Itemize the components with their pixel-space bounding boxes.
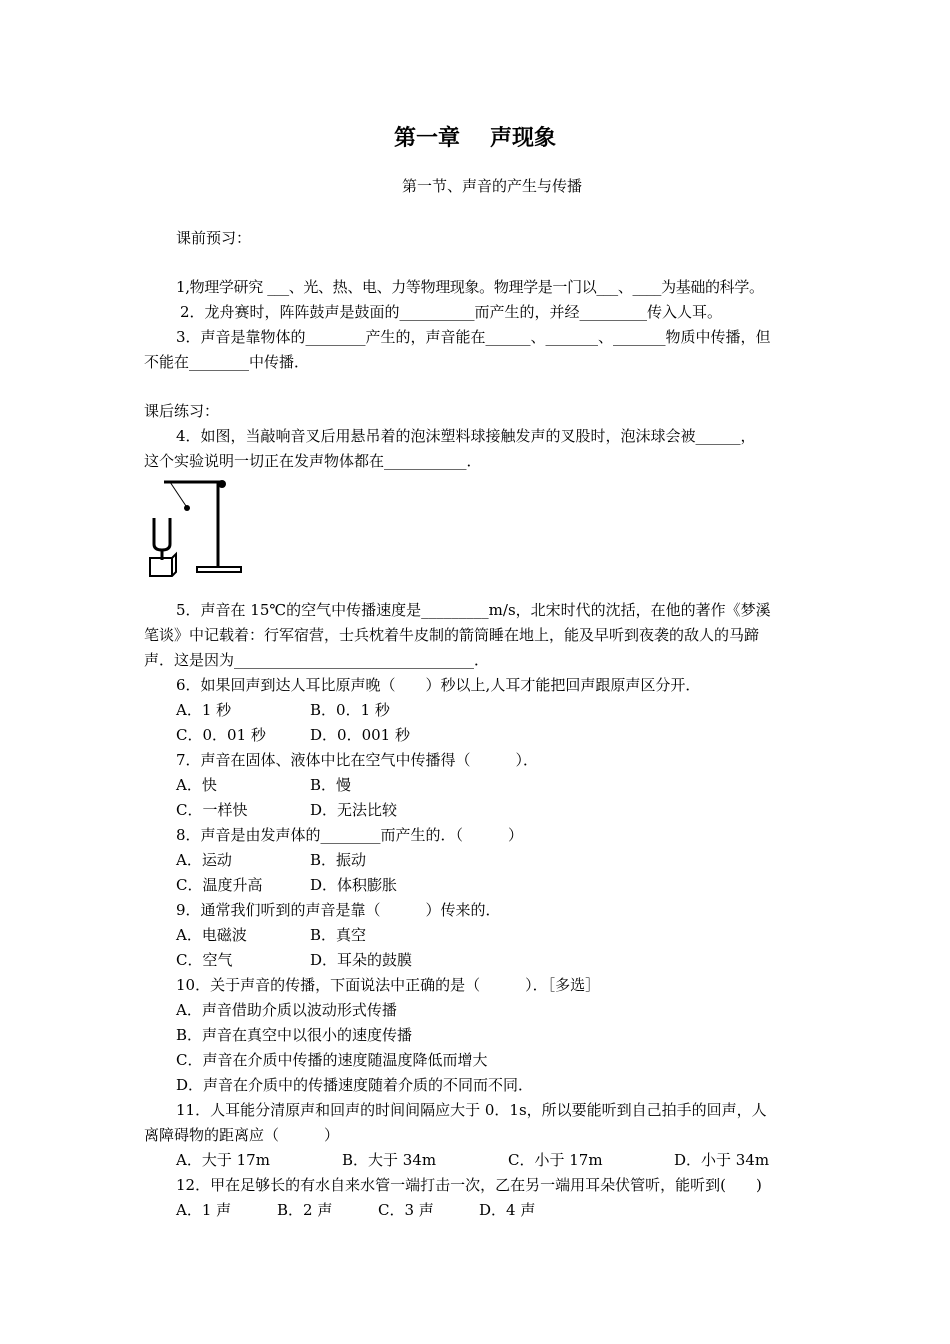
option-d: D．无法比较 xyxy=(310,801,398,819)
question-10-option-a: A．声音借助介质以波动形式传播 xyxy=(176,1001,397,1019)
question-7-options-row-1 xyxy=(176,775,351,795)
question-7-options-row-2 xyxy=(176,800,397,820)
question-12: 12．甲在足够长的有水自来水管一端打击一次，乙在另一端用耳朵伏管听，能听到( ) xyxy=(176,1176,762,1194)
question-5-line-3: 声．这是因为________________________________． xyxy=(144,651,490,669)
question-9-options-row-1 xyxy=(176,925,366,945)
option-c: C．小于 17m xyxy=(508,1151,603,1169)
question-6-options-row-2 xyxy=(176,725,410,745)
option-a: A．1 声 xyxy=(176,1201,232,1219)
question-8: 8．声音是由发声体的________而产生的．（ ） xyxy=(176,826,524,844)
option-c: C．温度升高 xyxy=(176,876,263,894)
option-d: D．小于 34m xyxy=(674,1151,770,1169)
foam-ball xyxy=(184,505,190,511)
option-b: B．2 声 xyxy=(277,1201,333,1219)
question-12-options xyxy=(176,1200,535,1220)
question-11-line-1: 11．人耳能分清原声和回声的时间间隔应大于 0．1s，所以要能听到自己拍手的回声，人 xyxy=(176,1101,767,1119)
question-10-option-c: C．声音在介质中传播的速度随温度降低而增大 xyxy=(176,1051,488,1069)
option-d: D．耳朵的鼓膜 xyxy=(310,951,413,969)
question-7: 7．声音在固体、液体中比在空气中传播得（ ）． xyxy=(176,751,539,769)
tuning-fork xyxy=(154,518,170,550)
question-5-line-1: 5．声音在 15℃的空气中传播速度是_________m/s，北宋时代的沈括，在他的著作《梦溪 xyxy=(176,601,771,619)
option-a: A．电磁波 xyxy=(176,926,247,944)
option-d: D．0．001 秒 xyxy=(310,726,410,744)
question-4-line-1: 4．如图，当敲响音叉后用悬吊着的泡沫塑料球接触发声的叉股时，泡沫球会被______， xyxy=(176,427,756,445)
option-b: B．0．1 秒 xyxy=(310,701,390,719)
question-11-line-2: 离障碍物的距离应（ ） xyxy=(144,1126,340,1144)
stand-base xyxy=(197,567,241,572)
resonance-box xyxy=(150,554,176,576)
section-title: 第一节、声音的产生与传播 xyxy=(401,177,582,195)
question-9-options-row-2 xyxy=(176,950,412,970)
option-b: B．振动 xyxy=(310,851,367,869)
clamp-knob xyxy=(218,480,226,488)
question-4-line-2: 这个实验说明一切正在发声物体都在___________． xyxy=(144,452,482,470)
string xyxy=(170,482,186,506)
question-11-options xyxy=(176,1150,769,1170)
question-6-options-row-1 xyxy=(176,700,390,720)
chapter-title xyxy=(0,124,950,152)
option-a: A．1 秒 xyxy=(176,701,232,719)
post-class-heading: 课后练习： xyxy=(144,402,220,420)
option-b: B．大于 34m xyxy=(342,1151,437,1169)
question-1: 1,物理学研究 ___、光、热、电、力等物理现象。物理学是一门以___、____为基础的科学。 xyxy=(176,278,764,296)
question-2: 2．龙舟赛时，阵阵鼓声是鼓面的__________而产生的，并经_________传入人耳。 xyxy=(180,303,723,321)
chapter-number: 第一章 xyxy=(393,125,460,151)
tuning-fork-figure xyxy=(140,474,250,580)
question-5-line-2: 笔谈》中记载着：行军宿营，士兵枕着牛皮制的箭筒睡在地上，能及早听到夜袭的敌人的马蹄 xyxy=(144,626,760,644)
chapter-name: 声现象 xyxy=(490,125,557,151)
question-6: 6．如果回声到达人耳比原声晚（ ）秒以上,人耳才能把回声跟原声区分开． xyxy=(176,676,701,694)
option-c: C．空气 xyxy=(176,951,233,969)
option-c: C．0．01 秒 xyxy=(176,726,266,744)
option-a: A．快 xyxy=(176,776,217,794)
question-10: 10．关于声音的传播，下面说法中正确的是（ ）．［多选］ xyxy=(176,976,601,994)
option-b: B．慢 xyxy=(310,776,352,794)
option-d: D．4 声 xyxy=(479,1201,536,1219)
question-8-options-row-2 xyxy=(176,875,397,895)
question-10-option-b: B．声音在真空中以很小的速度传播 xyxy=(176,1026,413,1044)
option-a: A．运动 xyxy=(176,851,232,869)
question-8-options-row-1 xyxy=(176,850,366,870)
option-d: D．体积膨胀 xyxy=(310,876,398,894)
option-b: B．真空 xyxy=(310,926,367,944)
question-10-option-d: D．声音在介质中的传播速度随着介质的不同而不同． xyxy=(176,1076,534,1094)
pre-class-heading: 课前预习： xyxy=(176,229,252,247)
option-a: A．大于 17m xyxy=(176,1151,270,1169)
question-3-line-2: 不能在________中传播． xyxy=(144,353,310,371)
option-c: C．3 声 xyxy=(378,1201,434,1219)
question-9: 9．通常我们听到的声音是靠（ ）传来的． xyxy=(176,901,501,919)
question-3-line-1: 3．声音是靠物体的________产生的，声音能在______、_______、_______物质中传播，但 xyxy=(176,328,771,346)
option-c: C．一样快 xyxy=(176,801,248,819)
